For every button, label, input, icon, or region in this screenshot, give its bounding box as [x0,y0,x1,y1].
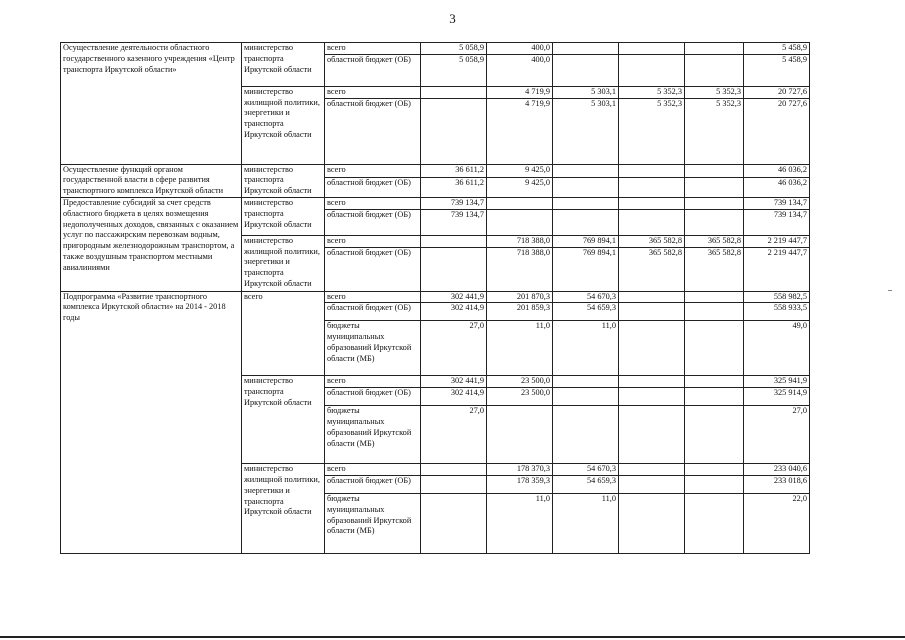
amount-cell [685,209,744,235]
executor-cell: всего [242,291,325,376]
funding-source-cell: всего [325,43,421,55]
total-amount-cell: 2 219 447,7 [744,247,810,291]
amount-cell [553,43,619,55]
amount-cell: 54 670,3 [553,464,619,476]
amount-cell: 302 414,9 [421,388,487,406]
funding-source-cell: областной бюджет (ОБ) [325,247,421,291]
total-amount-cell: 46 036,2 [744,177,810,197]
amount-cell [553,177,619,197]
amount-cell: 739 134,7 [421,209,487,235]
amount-cell: 178 370,3 [487,464,553,476]
amount-cell [619,291,685,303]
total-amount-cell: 558 982,5 [744,291,810,303]
executor-cell: министерство транспорта Иркутской области [242,43,325,87]
total-amount-cell: 233 018,6 [744,475,810,493]
total-amount-cell: 233 040,6 [744,464,810,476]
amount-cell [553,164,619,177]
margin-mark [888,290,892,291]
total-amount-cell: 325 914,9 [744,388,810,406]
funding-source-cell: областной бюджет (ОБ) [325,303,421,321]
amount-cell: 9 425,0 [487,177,553,197]
amount-cell [619,54,685,86]
activity-title: Предоставление субсидий за счет средств областного бюджета в целях возмещения недополученных доходов, связанных с оказанием услуг по пассажирским перевозкам водным, пригородным железнодорожным транспортом, а также воздушным транспортом местными авиалиниями [61,197,242,291]
amount-cell [685,321,744,376]
amount-cell [619,376,685,388]
amount-cell: 718 388,0 [487,235,553,247]
amount-cell [421,464,487,476]
funding-source-cell: областной бюджет (ОБ) [325,209,421,235]
amount-cell: 302 441,9 [421,376,487,388]
amount-cell: 201 859,3 [487,303,553,321]
amount-cell [685,303,744,321]
funding-source-cell: бюджеты муниципальных образований Иркутской области (МБ) [325,406,421,464]
amount-cell [685,388,744,406]
amount-cell [553,54,619,86]
amount-cell [685,475,744,493]
amount-cell [553,388,619,406]
total-amount-cell: 49,0 [744,321,810,376]
amount-cell: 54 659,3 [553,303,619,321]
amount-cell [553,197,619,209]
total-amount-cell: 739 134,7 [744,197,810,209]
amount-cell [685,164,744,177]
amount-cell [553,406,619,464]
table-row [61,164,810,177]
amount-cell: 365 582,8 [619,247,685,291]
funding-source-cell: бюджеты муниципальных образований Иркутской области (МБ) [325,321,421,376]
amount-cell: 5 352,3 [619,98,685,164]
amount-cell: 365 582,8 [619,235,685,247]
amount-cell: 178 359,3 [487,475,553,493]
page-number: 3 [449,11,456,26]
amount-cell [619,388,685,406]
amount-cell [487,209,553,235]
funding-source-cell: всего [325,376,421,388]
amount-cell [421,247,487,291]
amount-cell: 365 582,8 [685,247,744,291]
amount-cell: 27,0 [421,406,487,464]
amount-cell: 302 441,9 [421,291,487,303]
amount-cell: 11,0 [487,493,553,553]
amount-cell: 27,0 [421,321,487,376]
amount-cell: 365 582,8 [685,235,744,247]
amount-cell [685,291,744,303]
amount-cell: 718 388,0 [487,247,553,291]
total-amount-cell: 20 727,6 [744,98,810,164]
funding-source-cell: областной бюджет (ОБ) [325,98,421,164]
funding-table-body [61,43,810,554]
amount-cell [619,493,685,553]
total-amount-cell: 2 219 447,7 [744,235,810,247]
amount-cell [619,475,685,493]
total-amount-cell: 22,0 [744,493,810,553]
amount-cell: 5 058,9 [421,54,487,86]
amount-cell [619,303,685,321]
amount-cell: 23 500,0 [487,388,553,406]
page-bottom-edge [0,636,905,638]
total-amount-cell: 325 941,9 [744,376,810,388]
funding-source-cell: бюджеты муниципальных образований Иркутской области (МБ) [325,493,421,553]
amount-cell: 54 670,3 [553,291,619,303]
amount-cell: 36 611,2 [421,177,487,197]
amount-cell: 11,0 [553,321,619,376]
amount-cell: 769 894,1 [553,235,619,247]
activity-title: Осуществление функций органом государственной власти в сфере развития транспортного комплекса Иркутской области [61,164,242,197]
amount-cell: 11,0 [487,321,553,376]
amount-cell [619,464,685,476]
amount-cell [685,177,744,197]
amount-cell [685,54,744,86]
amount-cell: 5 352,3 [685,98,744,164]
total-amount-cell: 5 458,9 [744,54,810,86]
amount-cell: 9 425,0 [487,164,553,177]
amount-cell [619,209,685,235]
amount-cell: 302 414,9 [421,303,487,321]
total-amount-cell: 5 458,9 [744,43,810,55]
amount-cell: 201 870,3 [487,291,553,303]
executor-cell: министерство жилищной политики, энергетики и транспорта Иркутской области [242,464,325,554]
amount-cell [421,86,487,98]
amount-cell [553,209,619,235]
funding-source-cell: всего [325,86,421,98]
amount-cell [421,493,487,553]
amount-cell [553,376,619,388]
funding-source-cell: областной бюджет (ОБ) [325,177,421,197]
amount-cell: 5 303,1 [553,98,619,164]
amount-cell [487,406,553,464]
funding-source-cell: всего [325,197,421,209]
amount-cell: 400,0 [487,43,553,55]
amount-cell [685,43,744,55]
amount-cell [685,464,744,476]
amount-cell: 739 134,7 [421,197,487,209]
activity-title: Подпрограмма «Развитие транспортного комплекса Иркутской области» на 2014 - 2018 годы [61,291,242,553]
funding-source-cell: всего [325,164,421,177]
table-row [61,197,810,209]
executor-cell: министерство транспорта Иркутской области [242,197,325,235]
total-amount-cell: 558 933,5 [744,303,810,321]
amount-cell [685,197,744,209]
amount-cell [685,493,744,553]
amount-cell [487,197,553,209]
total-amount-cell: 27,0 [744,406,810,464]
amount-cell [619,197,685,209]
amount-cell [421,235,487,247]
amount-cell: 5 058,9 [421,43,487,55]
activity-title: Осуществление деятельности областного государственного казенного учреждения «Центр транспорта Иркутской области» [61,43,242,165]
executor-cell: министерство транспорта Иркутской области [242,164,325,197]
amount-cell [685,376,744,388]
table-row [61,43,810,55]
amount-cell: 5 303,1 [553,86,619,98]
total-amount-cell: 46 036,2 [744,164,810,177]
amount-cell [619,177,685,197]
funding-source-cell: всего [325,464,421,476]
funding-table [60,42,810,554]
amount-cell: 4 719,9 [487,98,553,164]
executor-cell: министерство транспорта Иркутской области [242,376,325,464]
funding-source-cell: всего [325,291,421,303]
amount-cell: 23 500,0 [487,376,553,388]
amount-cell [421,98,487,164]
amount-cell: 5 352,3 [685,86,744,98]
table-row [61,291,810,303]
funding-source-cell: областной бюджет (ОБ) [325,475,421,493]
amount-cell: 5 352,3 [619,86,685,98]
funding-source-cell: областной бюджет (ОБ) [325,54,421,86]
amount-cell [619,321,685,376]
amount-cell: 36 611,2 [421,164,487,177]
executor-cell: министерство жилищной политики, энергетики и транспорта Иркутской области [242,86,325,164]
amount-cell [619,406,685,464]
amount-cell: 11,0 [553,493,619,553]
funding-source-cell: областной бюджет (ОБ) [325,388,421,406]
amount-cell [619,43,685,55]
amount-cell [685,406,744,464]
amount-cell: 769 894,1 [553,247,619,291]
amount-cell: 4 719,9 [487,86,553,98]
amount-cell [619,164,685,177]
amount-cell: 54 659,3 [553,475,619,493]
amount-cell [421,475,487,493]
total-amount-cell: 20 727,6 [744,86,810,98]
funding-source-cell: всего [325,235,421,247]
amount-cell: 400,0 [487,54,553,86]
executor-cell: министерство жилищной политики, энергетики и транспорта Иркутской области [242,235,325,291]
total-amount-cell: 739 134,7 [744,209,810,235]
